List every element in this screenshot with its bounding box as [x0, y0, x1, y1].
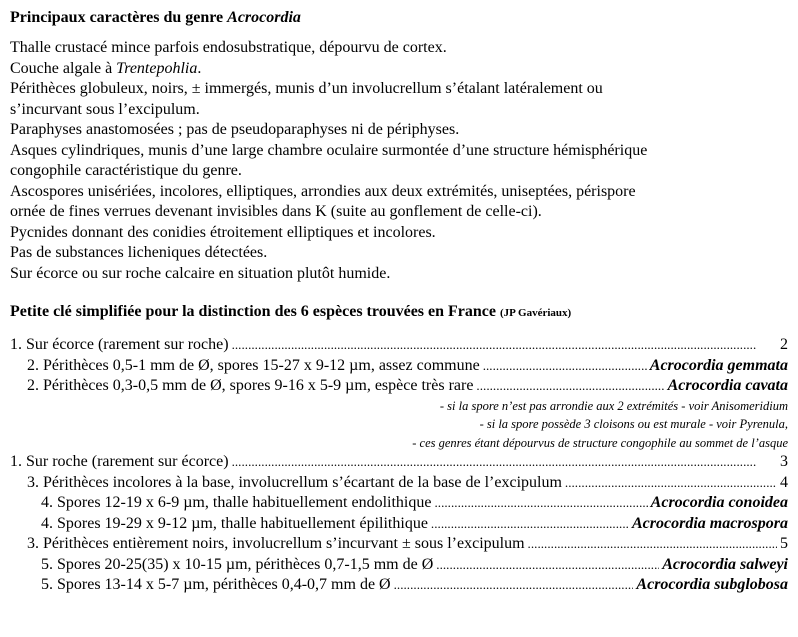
species-name: Acrocordia cavata — [667, 377, 788, 394]
leader-dots — [528, 534, 777, 555]
leader-dots — [431, 514, 629, 535]
key-target: 2 — [780, 336, 788, 353]
key-section-rock — [10, 452, 788, 596]
character-line: Couche algale à Trentepohlia. — [10, 59, 202, 77]
document-page — [10, 8, 788, 596]
key-row-text: 5. Spores 20-25(35) x 10-15 µm, périthèces 0,7-1,5 mm de Ø — [41, 555, 434, 573]
species-name: Acrocordia conoidea — [650, 494, 788, 511]
key-row-text: 2. Périthèces 0,3-0,5 mm de Ø, spores 9-16 x 5-9 µm, espèce très rare — [27, 377, 474, 394]
key-row — [10, 534, 788, 555]
key-row-text: 3. Périthèces entièrement noirs, involucrellum s’incurvant ± sous l’excipulum — [27, 535, 525, 552]
character-line: Sur écorce ou sur roche calcaire en situation plutôt humide. — [10, 264, 391, 282]
key-row-text: 2. Périthèces 0,5-1 mm de Ø, spores 15-27 x 9-12 µm, assez commune — [27, 356, 480, 374]
leader-dots — [232, 335, 777, 356]
leader-dots — [483, 356, 647, 377]
character-line: Paraphyses anastomosées ; pas de pseudoparaphyses ni de périphyses. — [10, 121, 460, 138]
key-heading: Petite clé simplifiée pour la distinction des 6 espèces trouvées en France (JP Gavériaux) — [10, 303, 572, 320]
leader-dots — [476, 376, 664, 397]
key-target: 3 — [780, 453, 788, 470]
character-line: Pycnides donnant des conidies étroitement elliptiques et incolores. — [10, 223, 436, 241]
key-row — [10, 514, 788, 535]
key-row-text: 4. Spores 19-29 x 9-12 µm, thalle habituellement épilithique — [41, 514, 428, 532]
leader-dots — [434, 493, 647, 514]
key-row — [10, 452, 788, 473]
key-note: - ces genres étant dépourvus de structure congophile au sommet de l’asque — [412, 435, 788, 450]
key-note: - si la spore possède 3 cloisons ou est murale - voir Pyrenula, — [479, 417, 788, 431]
key-notes — [10, 397, 788, 453]
key-row-text: 4. Spores 12-19 x 6-9 µm, thalle habituellement endolithique — [41, 494, 432, 511]
characters-list — [10, 38, 788, 284]
species-name: Acrocordia subglobosa — [636, 576, 788, 593]
key-section-bark — [10, 335, 788, 397]
leader-dots — [232, 452, 777, 473]
character-line: Pas de substances licheniques détectées. — [10, 244, 268, 261]
key-row — [10, 555, 788, 576]
character-line: congophile caractéristique du genre. — [10, 162, 242, 179]
key-row — [10, 376, 788, 397]
key-row-text: 5. Spores 13-14 x 5-7 µm, périthèces 0,4-0,7 mm de Ø — [41, 576, 391, 593]
key-row — [10, 493, 788, 514]
species-name: Acrocordia gemmata — [649, 356, 788, 374]
characters-heading: Principaux caractères du genre Acrocordia — [10, 9, 301, 26]
species-name: Acrocordia salweyi — [662, 555, 788, 573]
character-line: ornée de fines verrues devenant invisibles dans K (suite au gonflement de celle-ci). — [10, 203, 542, 220]
character-line: Périthèces globuleux, noirs, ± immergés, munis d’un involucrellum s’étalant latéralement ou — [10, 80, 603, 97]
key-row — [10, 335, 788, 356]
key-row — [10, 473, 788, 494]
key-row — [10, 575, 788, 596]
species-name: Acrocordia macrospora — [632, 514, 788, 532]
character-line: Thalle crustacé mince parfois endosubstratique, dépourvu de cortex. — [10, 39, 447, 56]
character-line: Ascospores unisériées, incolores, elliptiques, arrondies aux deux extrémités, uniseptées, périspore — [10, 182, 636, 200]
key-target: 4 — [780, 473, 788, 491]
key-row-text: 3. Périthèces incolores à la base, involucrellum s’écartant de la base de l’excipulum — [27, 473, 562, 491]
character-line: s’incurvant sous l’excipulum. — [10, 100, 200, 118]
key-note: - si la spore n’est pas arrondie aux 2 extrémités - voir Anisomeridium — [439, 398, 788, 413]
key-row-text: 1. Sur écorce (rarement sur roche) — [10, 336, 229, 353]
leader-dots — [436, 555, 659, 576]
leader-dots — [565, 473, 777, 494]
leader-dots — [394, 575, 634, 596]
key-row-text: 1. Sur roche (rarement sur écorce) — [10, 453, 229, 470]
character-line: Asques cylindriques, munis d’une large chambre oculaire surmontée d’une structure hémisphérique — [10, 141, 648, 159]
key-target: 5 — [780, 535, 788, 552]
key-row — [10, 356, 788, 377]
